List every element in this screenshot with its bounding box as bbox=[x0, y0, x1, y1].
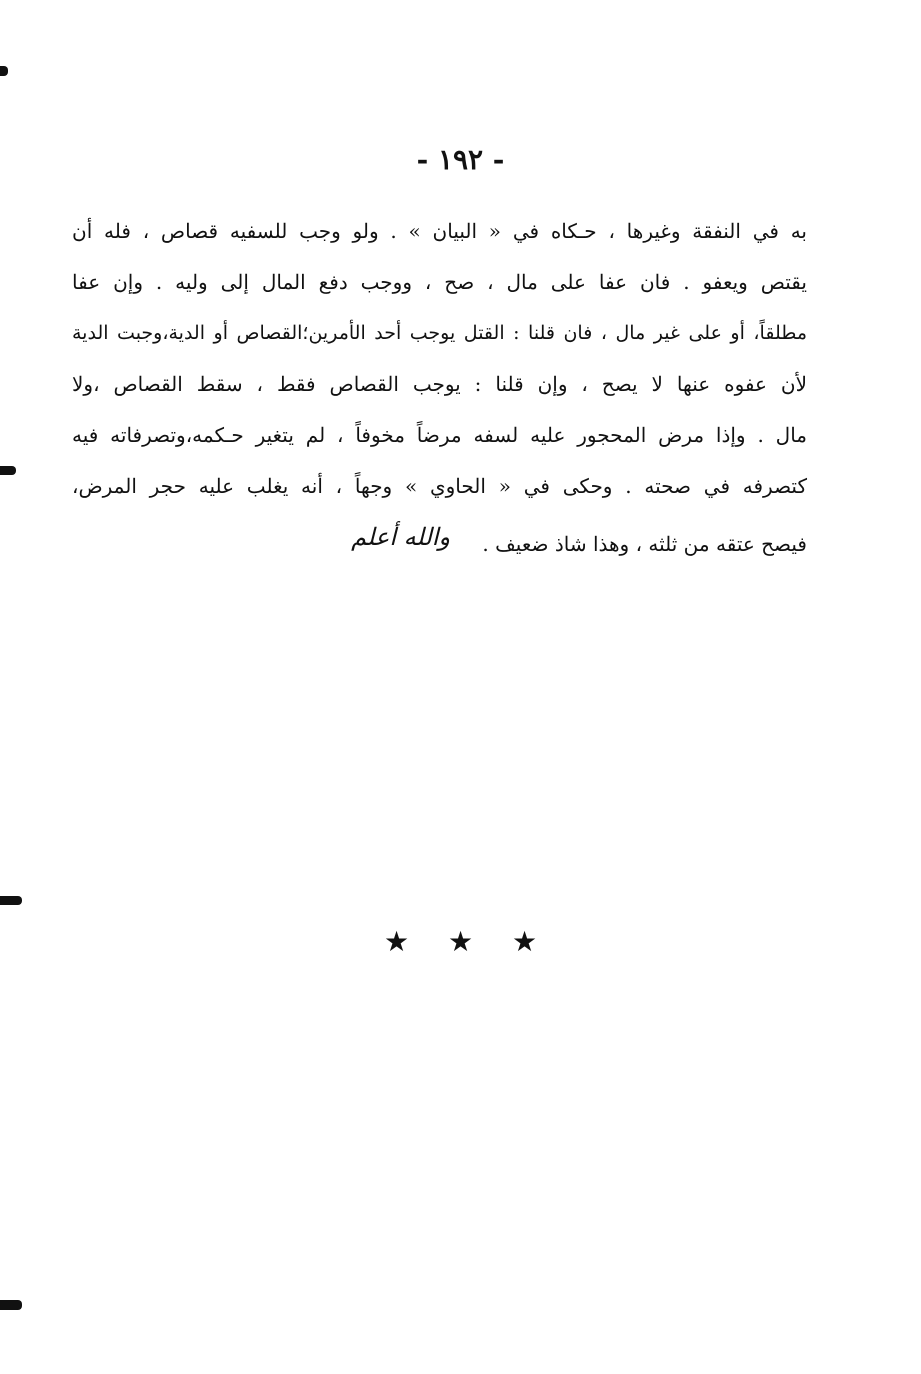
text-line: مطلقاً، أو على غير مال ، فان قلنا : القتل يوجب أحد الأمرين؛القصاص أو الدية،وجبت الدية bbox=[72, 322, 807, 344]
text-line: لأن عفوه عنها لا يصح ، وإن قلنا : يوجب القصاص فقط ، سقط القصاص ،ولا bbox=[72, 372, 807, 396]
section-end-ornament: ★ ★ ★ bbox=[383, 925, 538, 958]
text-line: مال . وإذا مرض المحجور عليه لسفه مرضاً مخوفاً ، لم يتغير حـكمه،وتصرفاته فيه bbox=[72, 423, 807, 447]
page-edge-mark bbox=[0, 466, 16, 475]
text-line: يقتص ويعفو . فان عفا على مال ، صح ، ووجب دفع المال إلى وليه . وإن عفا bbox=[72, 270, 807, 294]
page-number: - ١٩٢ - bbox=[416, 143, 505, 176]
text-line: به في النفقة وغيرها ، حـكاه في « البيان » . ولو وجب للسفيه قصاص ، فله أن bbox=[72, 219, 807, 243]
page-edge-mark bbox=[0, 66, 8, 76]
closing-formula: والله أعلم bbox=[351, 523, 451, 551]
page-edge-mark bbox=[0, 896, 22, 905]
body-text bbox=[72, 212, 807, 569]
text-line: كتصرفه في صحته . وحكى في « الحاوي » وجهاً ، أنه يغلب عليه حجر المرض، bbox=[72, 474, 807, 498]
final-line bbox=[72, 518, 807, 569]
page-edge-mark bbox=[0, 1300, 22, 1310]
text-line: فيصح عتقه من ثلثه ، وهذا شاذ ضعيف . bbox=[482, 532, 807, 556]
